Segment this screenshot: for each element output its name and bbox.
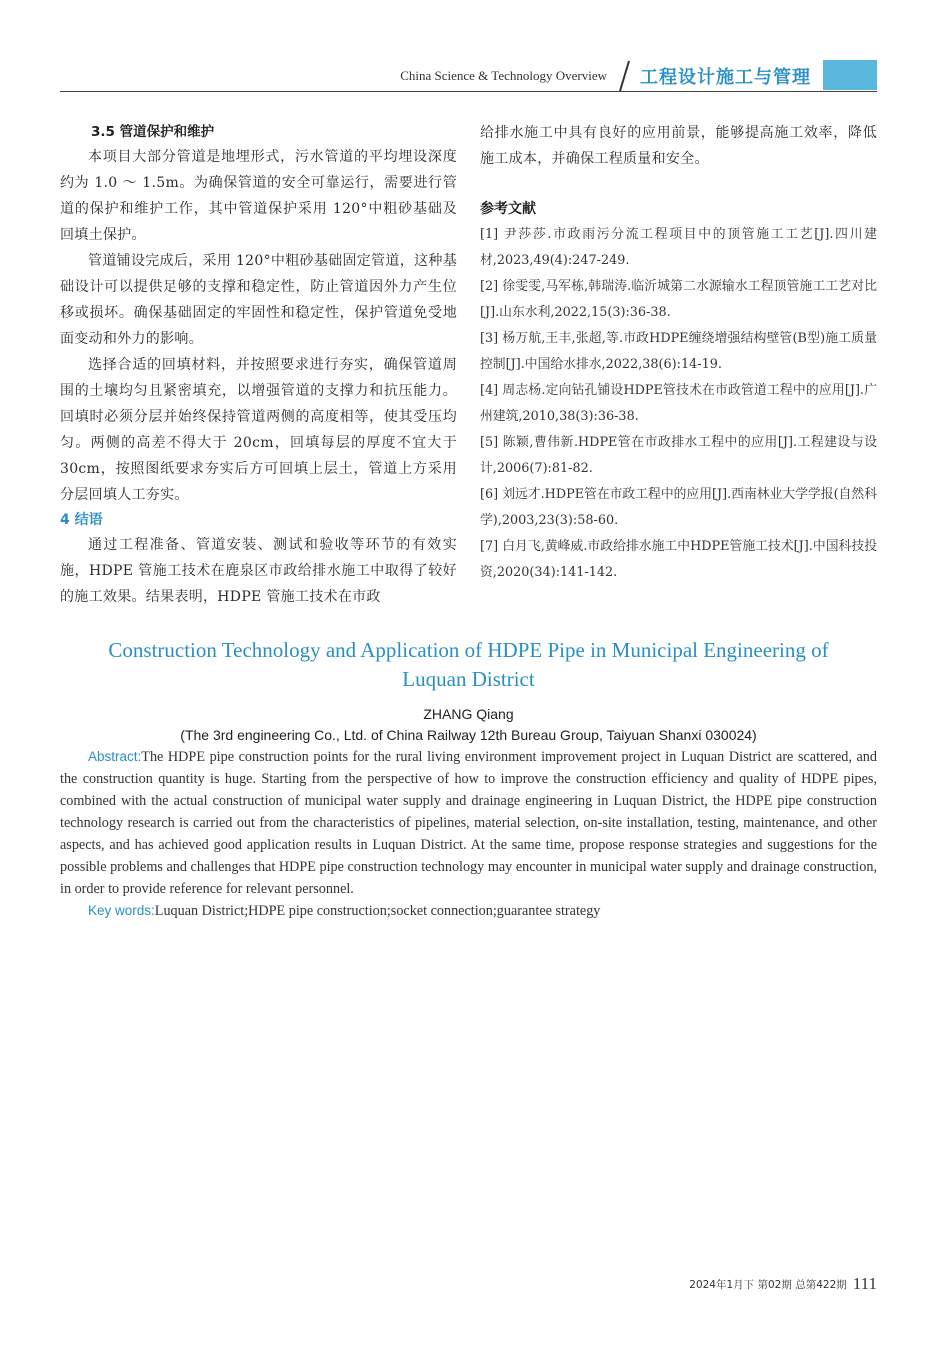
paragraph: 管道铺设完成后，采用 120°中粗砂基础固定管道，这种基础设计可以提供足够的支撑和稳定性，防止管道因外力产生位移或损坏。确保基础固定的牢固性和稳定性，保护管道免受地面变动和外力的影响。	[60, 253, 457, 347]
right-column	[480, 120, 877, 586]
left-column	[60, 120, 457, 610]
english-title: Construction Technology and Application of HDPE Pipe in Municipal Engineering of Luquan District	[108, 638, 829, 691]
reference-item: [2] 徐雯雯,马军栋,韩瑞涛.临沂城第二水源输水工程顶管施工工艺对比[J].山东水利,2022,15(3):36-38.	[480, 279, 877, 320]
abstract-label: Abstract:	[88, 749, 142, 764]
section-heading-4: 4 结语	[60, 512, 103, 528]
references-heading: 参考文献	[480, 201, 536, 217]
english-abstract-block	[60, 636, 877, 922]
reference-item: [5] 陈颖,曹伟新.HDPE管在市政排水工程中的应用[J].工程建设与设计,2006(7):81-82.	[480, 435, 877, 476]
reference-item: [3] 杨万航,王丰,张超,等.市政HDPE缠绕增强结构壁管(B型)施工质量控制[J].中国给水排水,2022,38(6):14-19.	[480, 331, 877, 372]
english-abstract	[60, 746, 877, 900]
keywords-text: Luquan District;HDPE pipe construction;socket connection;guarantee strategy	[154, 903, 601, 919]
reference-item: [6] 刘远才.HDPE管在市政工程中的应用[J].西南林业大学学报(自然科学),2003,23(3):58-60.	[480, 487, 877, 528]
reference-item: [7] 白月飞,黄峰威.市政给排水施工中HDPE管施工技术[J].中国科技投资,2020(34):141-142.	[480, 539, 877, 580]
header-color-block	[823, 60, 877, 90]
reference-item: [4] 周志杨.定向钻孔铺设HDPE管技术在市政管道工程中的应用[J].广州建筑,2010,38(3):36-38.	[480, 383, 877, 424]
header-slash-icon	[617, 60, 631, 92]
page-header	[60, 60, 877, 92]
english-affiliation: (The 3rd engineering Co., Ltd. of China Railway 12th Bureau Group, Taiyuan Shanxi 030024)	[180, 727, 757, 743]
issue-info: 2024年1月下 第02期 总第422期	[689, 1279, 847, 1291]
keywords-label: Key words:	[88, 903, 155, 918]
header-rule	[60, 91, 877, 92]
paragraph: 本项目大部分管道是地埋形式，污水管道的平均埋设深度约为 1.0 ～ 1.5m。为确保管道的安全可靠运行，需要进行管道的保护和维护工作，其中管道保护采用 120°中粗砂基础及回填土保护。	[60, 149, 457, 243]
reference-item: [1] 尹莎莎.市政雨污分流工程项目中的顶管施工工艺[J].四川建材,2023,49(4):247-249.	[480, 227, 877, 268]
journal-name: China Science & Technology Overview	[400, 68, 607, 83]
english-keywords	[60, 900, 877, 922]
paragraph-continued: 给排水施工中具有良好的应用前景，能够提高施工效率，降低施工成本，并确保工程质量和安全。	[480, 125, 877, 167]
abstract-text: The HDPE pipe construction points for the rural living environment improvement project in Luquan District are scattered, and the construction quantity is huge. Starting from the perspective of how to improve the construction efficiency and quality of HDPE pipes, combined with the actual construction of municipal water supply and drainage engineering in Luquan District, the HDPE pipe construction technology research is carried out from the characteristics of pipelines, material selection, on-site installation, testing, maintenance, and other aspects, and has achieved good application results in Luquan District. At the same time, propose response strategies and suggestions for the possible problems and challenges that HDPE pipe construction technology may encounter in municipal water supply and drainage construction, in order to provide reference for relevant personnel.	[60, 749, 877, 897]
page-footer	[689, 1274, 877, 1294]
paragraph: 通过工程准备、管道安装、测试和验收等环节的有效实施，HDPE 管施工技术在鹿泉区市政给排水施工中取得了较好的施工效果。结果表明，HDPE 管施工技术在市政	[60, 537, 457, 605]
english-author: ZHANG Qiang	[423, 706, 514, 722]
page-number: 111	[852, 1274, 877, 1293]
paragraph: 选择合适的回填材料，并按照要求进行夯实，确保管道周围的土壤均匀且紧密填充，以增强管道的支撑力和抗压能力。回填时必须分层并始终保持管道两侧的高度相等，使其受压均匀。两侧的高差不得大于 20cm，回填每层的厚度不宜大于 30cm，按照图纸要求夯实后方可回填上层土，管道上方采用分层回填人工夯实。	[60, 357, 457, 503]
section-name: 工程设计施工与管理	[640, 67, 811, 88]
section-heading-3-5: 3.5 管道保护和维护	[91, 124, 215, 140]
